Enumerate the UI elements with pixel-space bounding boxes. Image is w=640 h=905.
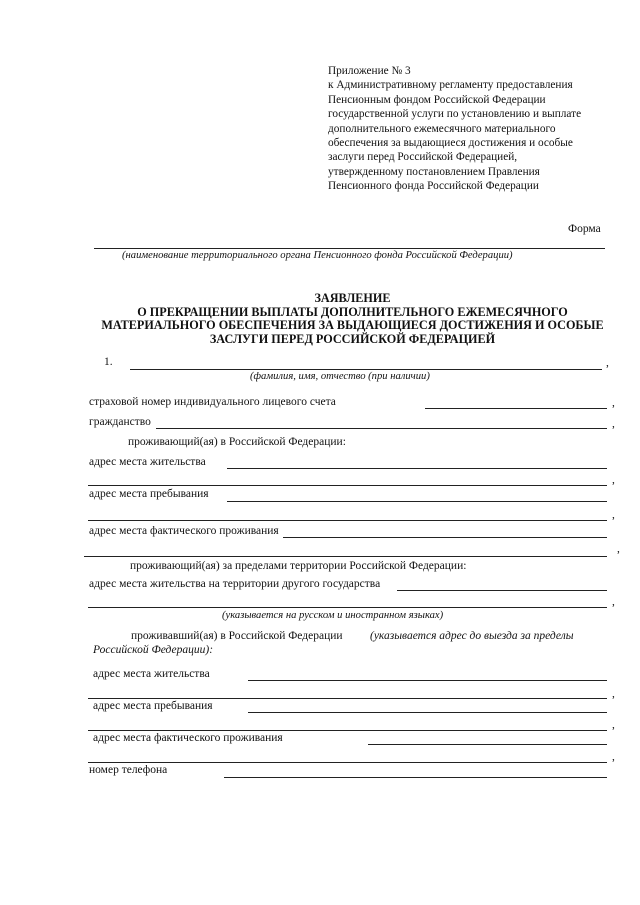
foreign-residence-field-2[interactable]: [88, 607, 607, 608]
form-label: Форма: [568, 223, 601, 235]
comma: ,: [612, 418, 615, 430]
citizenship-field[interactable]: [156, 428, 607, 429]
snils-field[interactable]: [425, 408, 607, 409]
appendix-line: Пенсионного фонда Российской Федерации: [328, 180, 539, 193]
actual-address-field[interactable]: [283, 537, 607, 538]
comma: ,: [612, 474, 615, 486]
document-title: [80, 292, 625, 346]
stay-address-field-4[interactable]: [88, 730, 607, 731]
lived-rf-note-part: Российской Федерации):: [93, 644, 214, 656]
residing-rf-heading: проживающий(ая) в Российской Федерации:: [128, 436, 346, 448]
appendix-line: Пенсионным фондом Российской Федерации: [328, 93, 546, 106]
actual-address-label-2: адрес места фактического проживания: [93, 732, 283, 744]
stay-address-field[interactable]: [227, 501, 607, 502]
actual-address-field-4[interactable]: [88, 762, 607, 763]
stay-address-field-2[interactable]: [88, 520, 607, 521]
actual-address-field-2[interactable]: [84, 556, 607, 557]
citizenship-label: гражданство: [89, 416, 151, 428]
fio-caption: (фамилия, имя, отчество (при наличии): [250, 371, 430, 382]
comma: ,: [612, 719, 615, 731]
title-line: О ПРЕКРАЩЕНИИ ВЫПЛАТЫ ДОПОЛНИТЕЛЬНОГО ЕЖЕМЕСЯЧНОГО: [137, 304, 568, 319]
item-number: 1.: [104, 356, 113, 368]
residence-address-field-3[interactable]: [248, 680, 607, 681]
appendix-line: дополнительного ежемесячного материального: [328, 122, 556, 135]
appendix-block: [328, 64, 581, 194]
residence-address-field-4[interactable]: [88, 698, 607, 699]
appendix-line: государственной услуги по установлению и выплате: [328, 108, 582, 121]
comma: ,: [617, 543, 620, 555]
residing-abroad-heading: проживающий(ая) за пределами территории Российской Федерации:: [130, 560, 467, 572]
stay-address-field-3[interactable]: [248, 712, 607, 713]
appendix-line: к Административному регламенту предоставления: [328, 79, 573, 92]
comma: ,: [612, 688, 615, 700]
stay-address-label: адрес места пребывания: [89, 488, 209, 500]
comma: ,: [612, 751, 615, 763]
phone-label: номер телефона: [89, 764, 168, 776]
language-caption: (указывается на русском и иностранном языках): [222, 610, 444, 621]
foreign-residence-field[interactable]: [397, 590, 607, 591]
actual-address-field-3[interactable]: [368, 744, 607, 745]
organ-name-field[interactable]: [94, 248, 605, 249]
organ-caption: (наименование территориального органа Пенсионного фонда Российской Федерации): [122, 250, 513, 261]
phone-field[interactable]: [224, 777, 607, 778]
foreign-residence-label: адрес места жительства на территории другого государства: [89, 578, 381, 590]
comma: ,: [612, 397, 615, 409]
appendix-line: Приложение № 3: [328, 65, 411, 77]
title-line: МАТЕРИАЛЬНОГО ОБЕСПЕЧЕНИЯ ЗА ВЫДАЮЩИЕСЯ ДОСТИЖЕНИЯ И ОСОБЫЕ: [101, 318, 604, 332]
appendix-line: утвержденному постановлением Правления: [328, 165, 540, 178]
comma: ,: [606, 357, 609, 369]
residence-address-label: адрес места жительства: [89, 456, 206, 468]
fio-field[interactable]: [130, 369, 602, 370]
title-line: ЗАЯВЛЕНИЕ: [314, 291, 391, 305]
lived-rf-prefix: проживавший(ая) в Российской Федерации: [131, 630, 343, 642]
stay-address-label-2: адрес места пребывания: [93, 700, 213, 712]
residence-address-field[interactable]: [227, 468, 607, 469]
appendix-line: обеспечения за выдающиеся достижения и особые: [328, 137, 573, 150]
snils-label: страховой номер индивидуального лицевого счета: [89, 396, 336, 408]
comma: ,: [612, 509, 615, 521]
comma: ,: [612, 596, 615, 608]
residence-address-label-2: адрес места жительства: [93, 668, 210, 680]
lived-rf-note-part: (указывается адрес до выезда за пределы: [370, 630, 574, 642]
actual-address-label: адрес места фактического проживания: [89, 525, 279, 537]
title-line: ЗАСЛУГИ ПЕРЕД РОССИЙСКОЙ ФЕДЕРАЦИЕЙ: [209, 331, 496, 346]
appendix-line: заслуги перед Российской Федерацией,: [328, 151, 518, 164]
residence-address-field-2[interactable]: [88, 485, 607, 486]
